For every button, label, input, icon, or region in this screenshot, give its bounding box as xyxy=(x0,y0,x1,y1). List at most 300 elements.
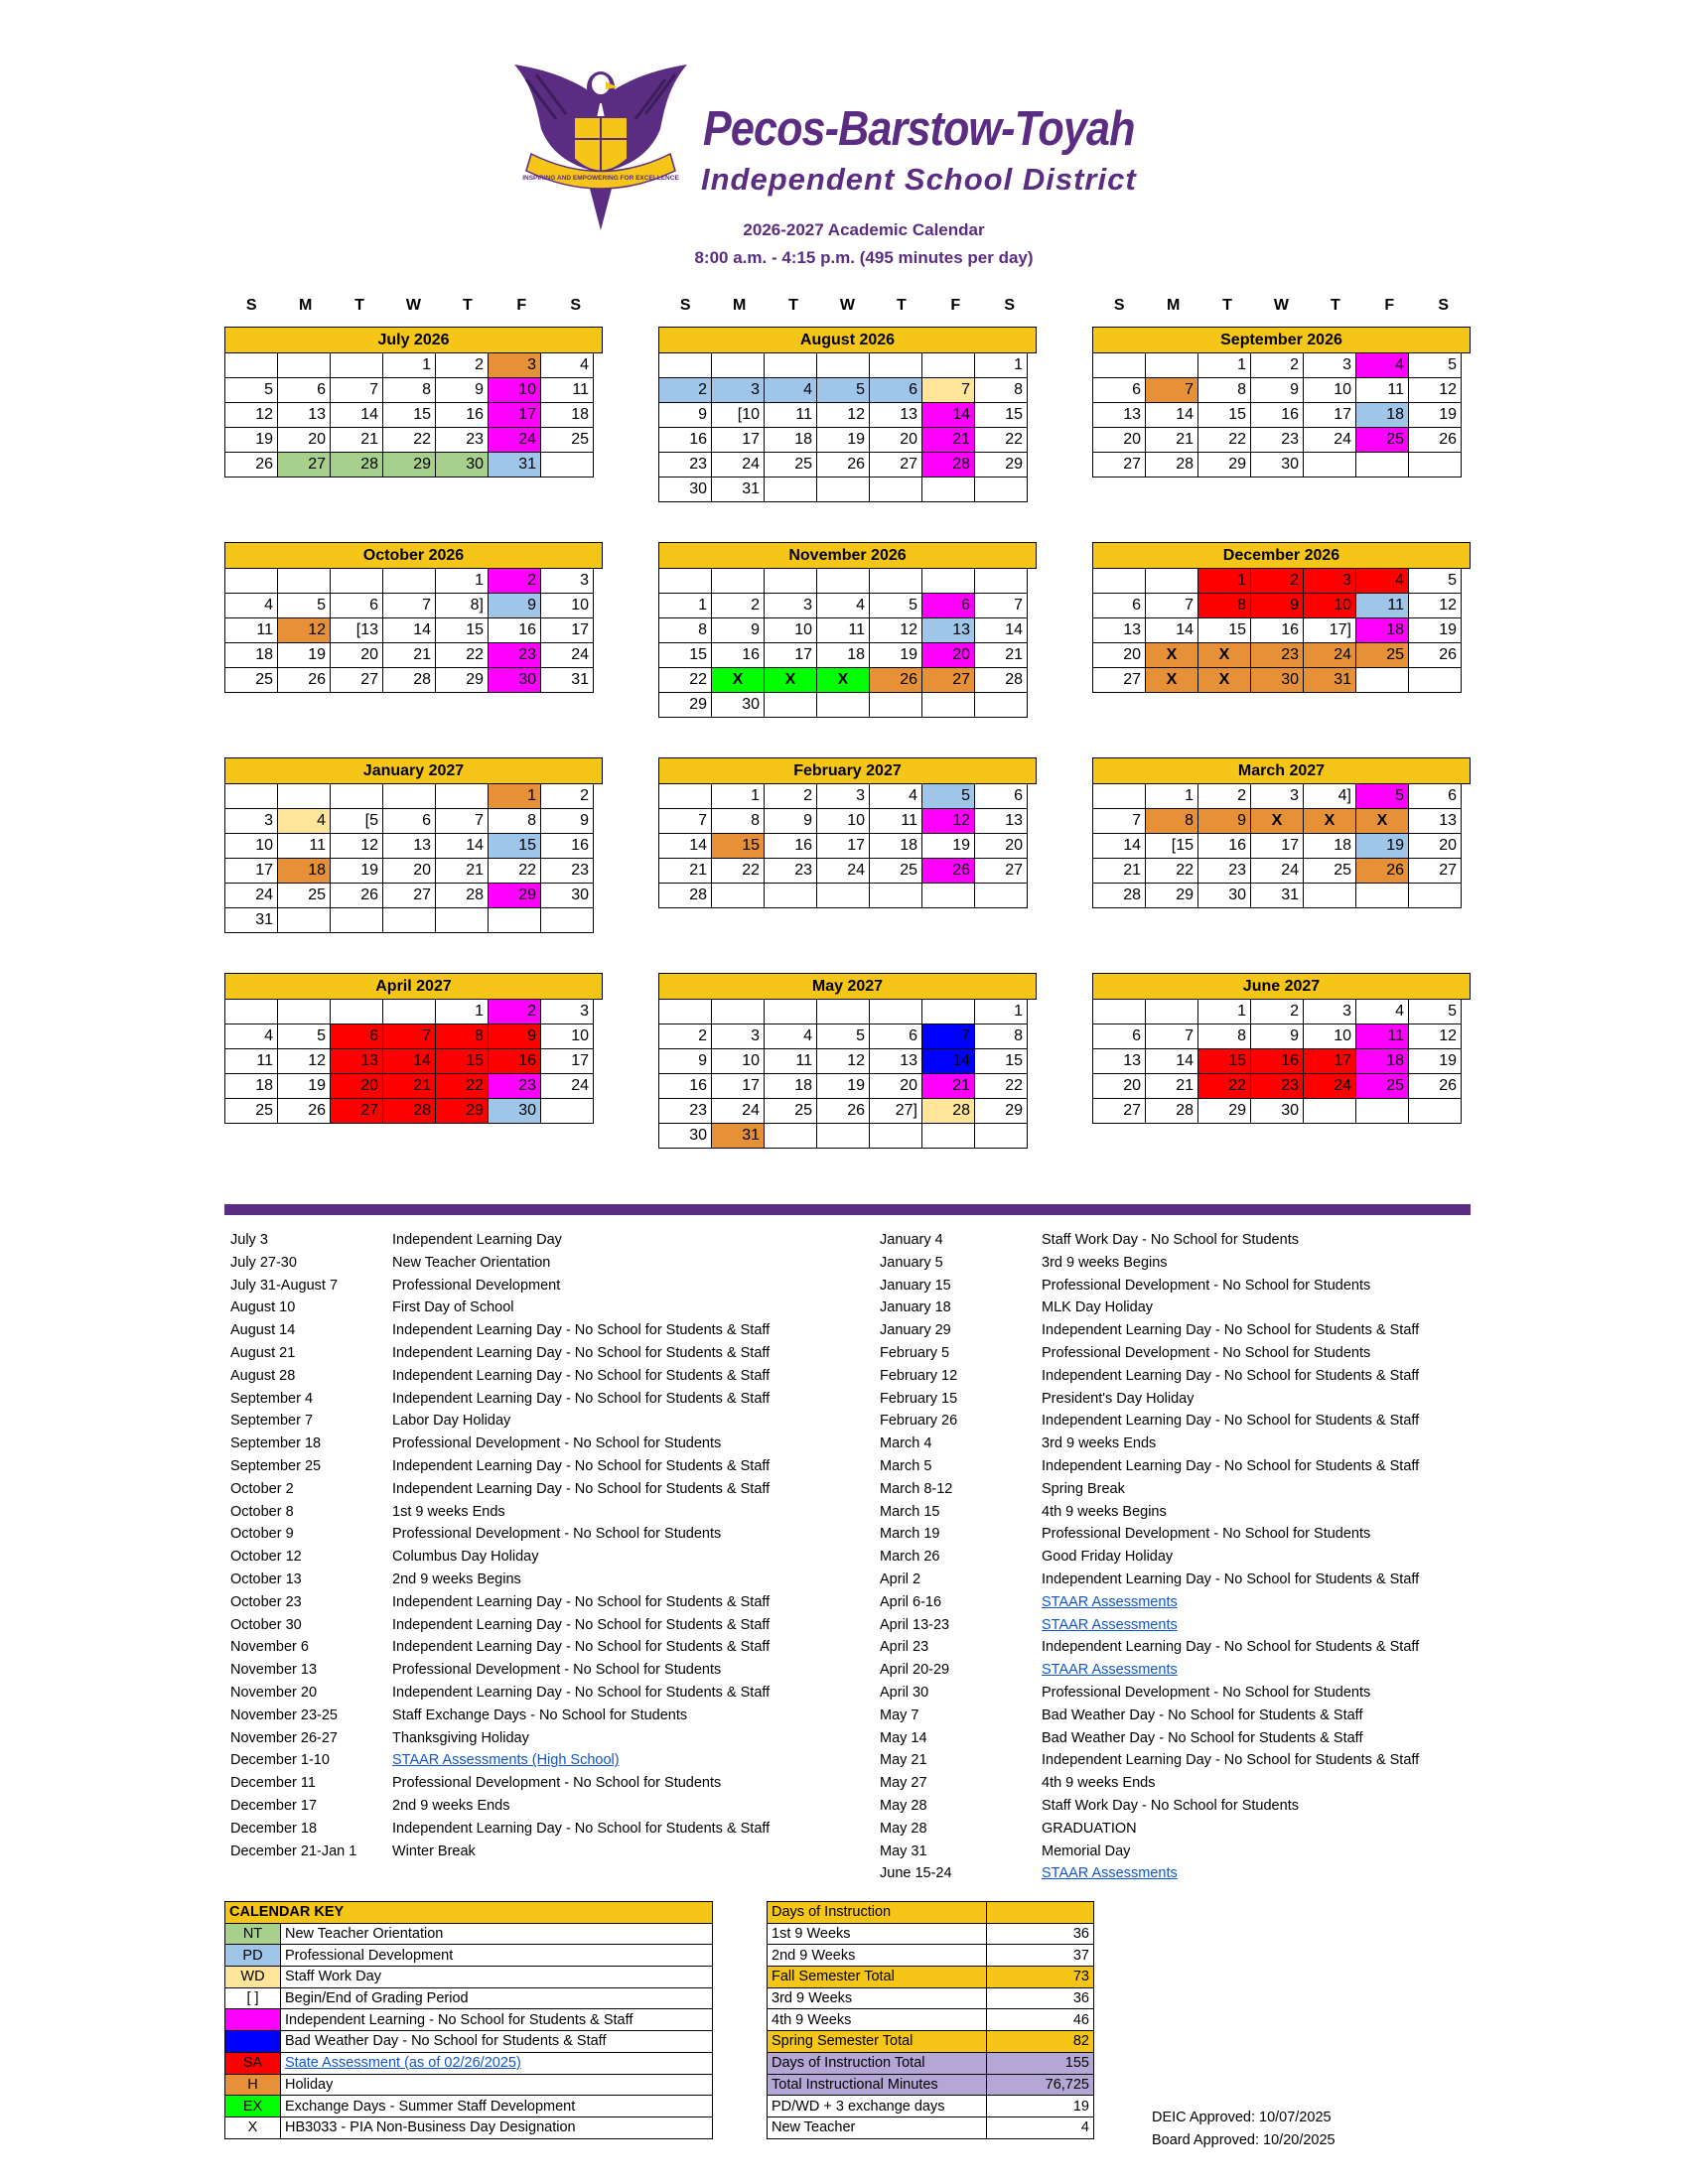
week-row xyxy=(1093,428,1462,453)
week-row xyxy=(225,353,594,378)
day-cell: 13 xyxy=(278,403,331,428)
event-row xyxy=(230,1501,770,1524)
day-cell: 28 xyxy=(383,668,436,693)
day-cell xyxy=(975,693,1028,718)
day-cell: 27 xyxy=(975,859,1028,884)
week-row xyxy=(1093,859,1462,884)
event-row xyxy=(230,1252,770,1275)
day-cell: 25 xyxy=(278,884,331,908)
day-cell: [13 xyxy=(331,618,383,643)
day-cell xyxy=(817,1000,870,1024)
day-cell: 24 xyxy=(1304,643,1356,668)
day-cell: 9 xyxy=(1251,378,1304,403)
event-link[interactable]: STAAR Assessments xyxy=(1042,1593,1178,1610)
instruction-row xyxy=(768,2052,1094,2074)
event-description: MLK Day Holiday xyxy=(1042,1299,1154,1316)
day-cell: 3 xyxy=(541,1000,594,1024)
week-row xyxy=(225,453,594,478)
week-row xyxy=(225,784,594,809)
day-cell: 9 xyxy=(489,594,541,618)
weekday-header xyxy=(1092,297,1471,317)
day-cell: 1 xyxy=(659,594,712,618)
instruction-value: 4 xyxy=(987,2116,1094,2138)
day-cell: 16 xyxy=(436,403,489,428)
event-description: Independent Learning Day - No School for Students & Staff xyxy=(1042,1457,1420,1474)
day-cell xyxy=(225,784,278,809)
day-cell: 27 xyxy=(922,668,975,693)
day-cell: 18 xyxy=(1356,618,1409,643)
instruction-value: 73 xyxy=(987,1967,1094,1988)
weekday-label: W xyxy=(405,297,422,314)
week-row xyxy=(659,784,1028,809)
event-row xyxy=(880,1455,1419,1478)
instruction-row xyxy=(768,2116,1094,2138)
event-row xyxy=(230,1727,770,1750)
day-cell: 29 xyxy=(489,884,541,908)
event-date: September 18 xyxy=(230,1435,322,1452)
day-cell xyxy=(1304,884,1356,908)
day-cell: 8 xyxy=(436,1024,489,1049)
day-cell xyxy=(225,353,278,378)
day-cell: 4 xyxy=(225,594,278,618)
week-row xyxy=(1093,453,1462,478)
day-cell: 9 xyxy=(541,809,594,834)
instruction-value: 46 xyxy=(987,2009,1094,2031)
weekday-header xyxy=(224,297,603,317)
calendar-key-title: CALENDAR KEY xyxy=(225,1902,713,1924)
event-date: February 5 xyxy=(880,1344,950,1361)
day-cell: 8 xyxy=(1198,1024,1251,1049)
day-cell xyxy=(765,353,817,378)
day-cell: 3 xyxy=(1304,569,1356,594)
events-list-spring xyxy=(880,1229,1419,1885)
day-cell: 12 xyxy=(1409,378,1462,403)
event-description: Staff Work Day - No School for Students xyxy=(1042,1232,1299,1248)
day-cell xyxy=(817,353,870,378)
month-day-grid xyxy=(224,783,594,933)
day-cell: 12 xyxy=(922,809,975,834)
week-row xyxy=(225,618,594,643)
day-cell: X xyxy=(1198,668,1251,693)
day-cell: 12 xyxy=(817,1049,870,1074)
day-cell: 20 xyxy=(278,428,331,453)
week-row xyxy=(1093,353,1462,378)
day-cell: 22 xyxy=(383,428,436,453)
day-cell: 12 xyxy=(278,1049,331,1074)
day-cell xyxy=(383,1000,436,1024)
day-cell xyxy=(712,1000,765,1024)
event-description: Independent Learning Day - No School for Students & Staff xyxy=(392,1457,771,1474)
day-cell: 13 xyxy=(1093,1049,1146,1074)
key-row xyxy=(225,1923,713,1945)
day-cell: X xyxy=(1356,809,1409,834)
event-date: September 25 xyxy=(230,1457,322,1474)
key-swatch: PD xyxy=(225,1945,281,1967)
event-date: March 5 xyxy=(880,1457,932,1474)
day-cell: 12 xyxy=(278,618,331,643)
day-cell: 12 xyxy=(225,403,278,428)
day-cell: [5 xyxy=(331,809,383,834)
day-cell: 10 xyxy=(712,1049,765,1074)
day-cell: [10 xyxy=(712,403,765,428)
day-cell: 30 xyxy=(712,693,765,718)
day-cell: 5 xyxy=(1409,1000,1462,1024)
day-cell: 20 xyxy=(331,643,383,668)
day-cell: 14 xyxy=(383,618,436,643)
day-cell: 8 xyxy=(975,378,1028,403)
event-row xyxy=(880,1569,1419,1591)
day-cell: 30 xyxy=(489,1099,541,1124)
day-cell: 23 xyxy=(1198,859,1251,884)
event-row xyxy=(230,1841,770,1863)
day-cell: 16 xyxy=(1198,834,1251,859)
day-cell xyxy=(712,353,765,378)
day-cell: 3 xyxy=(541,569,594,594)
week-row xyxy=(659,1000,1028,1024)
day-cell: 16 xyxy=(1251,618,1304,643)
week-row xyxy=(225,1024,594,1049)
day-cell: 23 xyxy=(1251,428,1304,453)
day-cell: 26 xyxy=(331,884,383,908)
week-row xyxy=(659,859,1028,884)
day-cell: 8 xyxy=(1146,809,1198,834)
event-description: Independent Learning Day - No School for Students & Staff xyxy=(1042,1570,1420,1587)
day-cell: 6 xyxy=(922,594,975,618)
day-cell: 7 xyxy=(331,378,383,403)
day-cell: 28 xyxy=(383,1099,436,1124)
day-cell: 1 xyxy=(975,1000,1028,1024)
day-cell: X xyxy=(1146,668,1198,693)
day-cell: 9 xyxy=(489,1024,541,1049)
day-cell: 5 xyxy=(870,594,922,618)
day-cell: 19 xyxy=(922,834,975,859)
day-cell xyxy=(331,784,383,809)
day-cell xyxy=(1146,353,1198,378)
day-cell: 19 xyxy=(1409,1049,1462,1074)
key-label: Professional Development xyxy=(285,1947,454,1964)
event-description: Independent Learning Day - No School for Students & Staff xyxy=(392,1322,771,1339)
week-row xyxy=(659,884,1028,908)
day-cell xyxy=(225,569,278,594)
event-row xyxy=(880,1275,1419,1297)
day-cell: 16 xyxy=(1251,1049,1304,1074)
week-row xyxy=(225,569,594,594)
day-cell: 10 xyxy=(1304,594,1356,618)
day-cell: 20 xyxy=(870,428,922,453)
event-row xyxy=(880,1523,1419,1546)
day-cell: 17 xyxy=(712,1074,765,1099)
day-cell: 24 xyxy=(1251,859,1304,884)
day-cell: 3 xyxy=(712,378,765,403)
week-row xyxy=(1093,1074,1462,1099)
week-row xyxy=(659,668,1028,693)
key-label: Holiday xyxy=(285,2076,334,2093)
day-cell: 24 xyxy=(541,1074,594,1099)
day-cell: X xyxy=(1146,643,1198,668)
instruction-label: 1st 9 Weeks xyxy=(768,1923,987,1945)
week-row xyxy=(659,403,1028,428)
event-row xyxy=(880,1229,1419,1252)
event-date: October 8 xyxy=(230,1503,294,1520)
day-cell xyxy=(541,908,594,933)
day-cell: 22 xyxy=(712,859,765,884)
week-row xyxy=(225,1099,594,1124)
day-cell: 27] xyxy=(870,1099,922,1124)
day-cell: 14 xyxy=(975,618,1028,643)
event-date: December 21-Jan 1 xyxy=(230,1843,357,1859)
event-description: Independent Learning Day - No School for Students & Staff xyxy=(1042,1752,1420,1769)
event-row xyxy=(880,1614,1419,1637)
day-cell: 10 xyxy=(489,378,541,403)
day-cell: 8 xyxy=(659,618,712,643)
event-row xyxy=(880,1682,1419,1705)
day-cell: 21 xyxy=(1146,428,1198,453)
event-row xyxy=(880,1636,1419,1659)
event-row xyxy=(230,1365,770,1388)
day-cell xyxy=(383,908,436,933)
event-date: August 10 xyxy=(230,1299,296,1316)
day-cell: 19 xyxy=(278,1074,331,1099)
day-cell: 1 xyxy=(1198,569,1251,594)
weekday-label: S xyxy=(1113,297,1125,314)
day-cell: 28 xyxy=(975,668,1028,693)
key-label: HB3033 - PIA Non-Business Day Designation xyxy=(285,2119,576,2136)
day-cell: 6 xyxy=(870,1024,922,1049)
day-cell: X xyxy=(817,668,870,693)
day-cell: 21 xyxy=(975,643,1028,668)
week-row xyxy=(659,569,1028,594)
weekday-label: T xyxy=(897,297,907,314)
event-description: President's Day Holiday xyxy=(1042,1390,1195,1407)
day-cell: 17 xyxy=(1304,403,1356,428)
day-cell: 28 xyxy=(436,884,489,908)
day-cell: 30 xyxy=(1198,884,1251,908)
day-cell xyxy=(765,884,817,908)
day-cell: 18 xyxy=(225,643,278,668)
event-date: November 6 xyxy=(230,1639,309,1656)
weekday-label: T xyxy=(354,297,364,314)
event-date: November 26-27 xyxy=(230,1729,338,1746)
event-date: April 13-23 xyxy=(880,1616,950,1633)
day-cell: 7 xyxy=(383,594,436,618)
event-row xyxy=(880,1252,1419,1275)
week-row xyxy=(1093,378,1462,403)
event-row xyxy=(230,1275,770,1297)
day-cell: 7 xyxy=(922,1024,975,1049)
day-cell xyxy=(1356,668,1409,693)
event-date: December 1-10 xyxy=(230,1752,330,1769)
day-cell: 1 xyxy=(1198,353,1251,378)
day-cell: 17 xyxy=(765,643,817,668)
day-cell: 22 xyxy=(975,428,1028,453)
day-cell: 5 xyxy=(225,378,278,403)
event-description: Independent Learning Day - No School for Students & Staff xyxy=(392,1390,771,1407)
event-row xyxy=(880,1297,1419,1319)
day-cell: 20 xyxy=(1409,834,1462,859)
day-cell: 19 xyxy=(817,428,870,453)
week-row xyxy=(1093,1099,1462,1124)
day-cell: 27 xyxy=(331,668,383,693)
event-description: Columbus Day Holiday xyxy=(392,1549,539,1566)
day-cell xyxy=(659,569,712,594)
day-cell xyxy=(922,1000,975,1024)
day-cell: 6 xyxy=(331,1024,383,1049)
week-row xyxy=(225,859,594,884)
instruction-label: 4th 9 Weeks xyxy=(768,2009,987,2031)
month-day-grid xyxy=(658,352,1028,502)
day-cell: 9 xyxy=(1198,809,1251,834)
event-row xyxy=(230,1433,770,1455)
instruction-value: 76,725 xyxy=(987,2074,1094,2096)
day-cell: 5 xyxy=(278,1024,331,1049)
week-row xyxy=(1093,403,1462,428)
event-row xyxy=(880,1319,1419,1342)
week-row xyxy=(225,378,594,403)
day-cell xyxy=(870,1124,922,1149)
day-cell: 7 xyxy=(659,809,712,834)
event-date: November 13 xyxy=(230,1662,318,1679)
event-link[interactable]: STAAR Assessments (High School) xyxy=(392,1752,620,1769)
day-cell: 31 xyxy=(1251,884,1304,908)
event-description: Professional Development - No School for Students xyxy=(1042,1526,1371,1543)
day-cell: 20 xyxy=(383,859,436,884)
event-date: October 23 xyxy=(230,1593,302,1610)
event-date: August 28 xyxy=(230,1367,296,1384)
event-row xyxy=(230,1614,770,1637)
day-cell: 18 xyxy=(541,403,594,428)
event-row xyxy=(230,1478,770,1501)
key-row xyxy=(225,2009,713,2031)
day-cell: 18 xyxy=(278,859,331,884)
event-row xyxy=(880,1659,1419,1682)
day-cell: 8 xyxy=(383,378,436,403)
event-date: June 15-24 xyxy=(880,1865,952,1882)
day-cell: 24 xyxy=(489,428,541,453)
weekday-label: W xyxy=(839,297,856,314)
day-cell: 10 xyxy=(225,834,278,859)
key-swatch: [ ] xyxy=(225,1987,281,2009)
event-row xyxy=(880,1862,1419,1885)
event-date: July 27-30 xyxy=(230,1254,297,1271)
day-cell: 27 xyxy=(870,453,922,478)
day-cell: 5 xyxy=(922,784,975,809)
day-cell: 6 xyxy=(870,378,922,403)
event-row xyxy=(880,1410,1419,1433)
day-cell: 19 xyxy=(331,859,383,884)
event-row xyxy=(230,1455,770,1478)
day-cell: 27 xyxy=(1093,453,1146,478)
day-cell: 1 xyxy=(1146,784,1198,809)
event-row xyxy=(880,1433,1419,1455)
day-cell: 28 xyxy=(1146,453,1198,478)
day-cell: 5 xyxy=(278,594,331,618)
days-of-instruction-table xyxy=(767,1901,1094,2139)
event-description: New Teacher Orientation xyxy=(392,1254,551,1271)
day-cell: 24 xyxy=(1304,1074,1356,1099)
day-cell: 5 xyxy=(1409,353,1462,378)
week-row xyxy=(225,1000,594,1024)
event-date: December 18 xyxy=(230,1820,318,1837)
month-day-grid xyxy=(658,568,1028,718)
day-cell xyxy=(436,784,489,809)
week-row xyxy=(225,594,594,618)
event-date: April 6-16 xyxy=(880,1593,942,1610)
day-cell: 18 xyxy=(765,1074,817,1099)
instruction-row xyxy=(768,2009,1094,2031)
day-cell xyxy=(1409,884,1462,908)
day-cell: 7 xyxy=(1146,378,1198,403)
event-date: May 21 xyxy=(880,1752,927,1769)
instruction-label: Spring Semester Total xyxy=(768,2031,987,2053)
instruction-row xyxy=(768,1987,1094,2009)
week-row xyxy=(659,618,1028,643)
day-cell xyxy=(870,884,922,908)
day-cell: 3 xyxy=(1251,784,1304,809)
day-cell: 11 xyxy=(1356,378,1409,403)
day-cell: 25 xyxy=(765,1099,817,1124)
day-cell: 26 xyxy=(817,1099,870,1124)
day-cell: 8 xyxy=(975,1024,1028,1049)
day-cell: 15 xyxy=(489,834,541,859)
day-cell xyxy=(870,1000,922,1024)
day-cell xyxy=(1304,1099,1356,1124)
day-cell xyxy=(1304,453,1356,478)
day-cell: 30 xyxy=(1251,668,1304,693)
day-cell: 25 xyxy=(1304,859,1356,884)
weekday-label: S xyxy=(570,297,582,314)
day-cell: [15 xyxy=(1146,834,1198,859)
event-date: February 26 xyxy=(880,1413,958,1430)
event-link[interactable]: STAAR Assessments xyxy=(1042,1662,1178,1679)
day-cell: 28 xyxy=(1146,1099,1198,1124)
day-cell: 17] xyxy=(1304,618,1356,643)
key-swatch: SA xyxy=(225,2052,281,2074)
key-link[interactable]: State Assessment (as of 02/26/2025) xyxy=(285,2055,521,2072)
event-date: May 31 xyxy=(880,1843,927,1859)
event-date: August 14 xyxy=(230,1322,296,1339)
day-cell xyxy=(1093,784,1146,809)
event-date: May 28 xyxy=(880,1797,927,1814)
day-cell: 19 xyxy=(225,428,278,453)
day-cell: 14 xyxy=(436,834,489,859)
event-description: Professional Development - No School for Students xyxy=(1042,1684,1371,1701)
event-link[interactable]: STAAR Assessments xyxy=(1042,1865,1178,1882)
key-label: Begin/End of Grading Period xyxy=(285,1990,469,2007)
event-date: May 7 xyxy=(880,1706,919,1723)
day-cell: 5 xyxy=(817,378,870,403)
event-link[interactable]: STAAR Assessments xyxy=(1042,1616,1178,1633)
board-approval: Board Approved: 10/20/2025 xyxy=(1152,2132,1336,2148)
day-cell: 29 xyxy=(1146,884,1198,908)
month-title: November 2026 xyxy=(658,542,1037,569)
event-date: July 3 xyxy=(230,1232,268,1248)
instruction-row xyxy=(768,2074,1094,2096)
day-cell: 22 xyxy=(1198,1074,1251,1099)
day-cell xyxy=(922,353,975,378)
weekday-label: T xyxy=(788,297,798,314)
instruction-label: New Teacher xyxy=(768,2116,987,2138)
day-cell: 10 xyxy=(1304,1024,1356,1049)
week-row xyxy=(1093,1024,1462,1049)
day-cell: 28 xyxy=(922,453,975,478)
week-row xyxy=(659,693,1028,718)
day-cell: 23 xyxy=(765,859,817,884)
instruction-label: Total Instructional Minutes xyxy=(768,2074,987,2096)
key-swatch: NT xyxy=(225,1923,281,1945)
key-label: Exchange Days - Summer Staff Development xyxy=(285,2098,576,2115)
day-cell: X xyxy=(765,668,817,693)
day-cell: 21 xyxy=(1146,1074,1198,1099)
